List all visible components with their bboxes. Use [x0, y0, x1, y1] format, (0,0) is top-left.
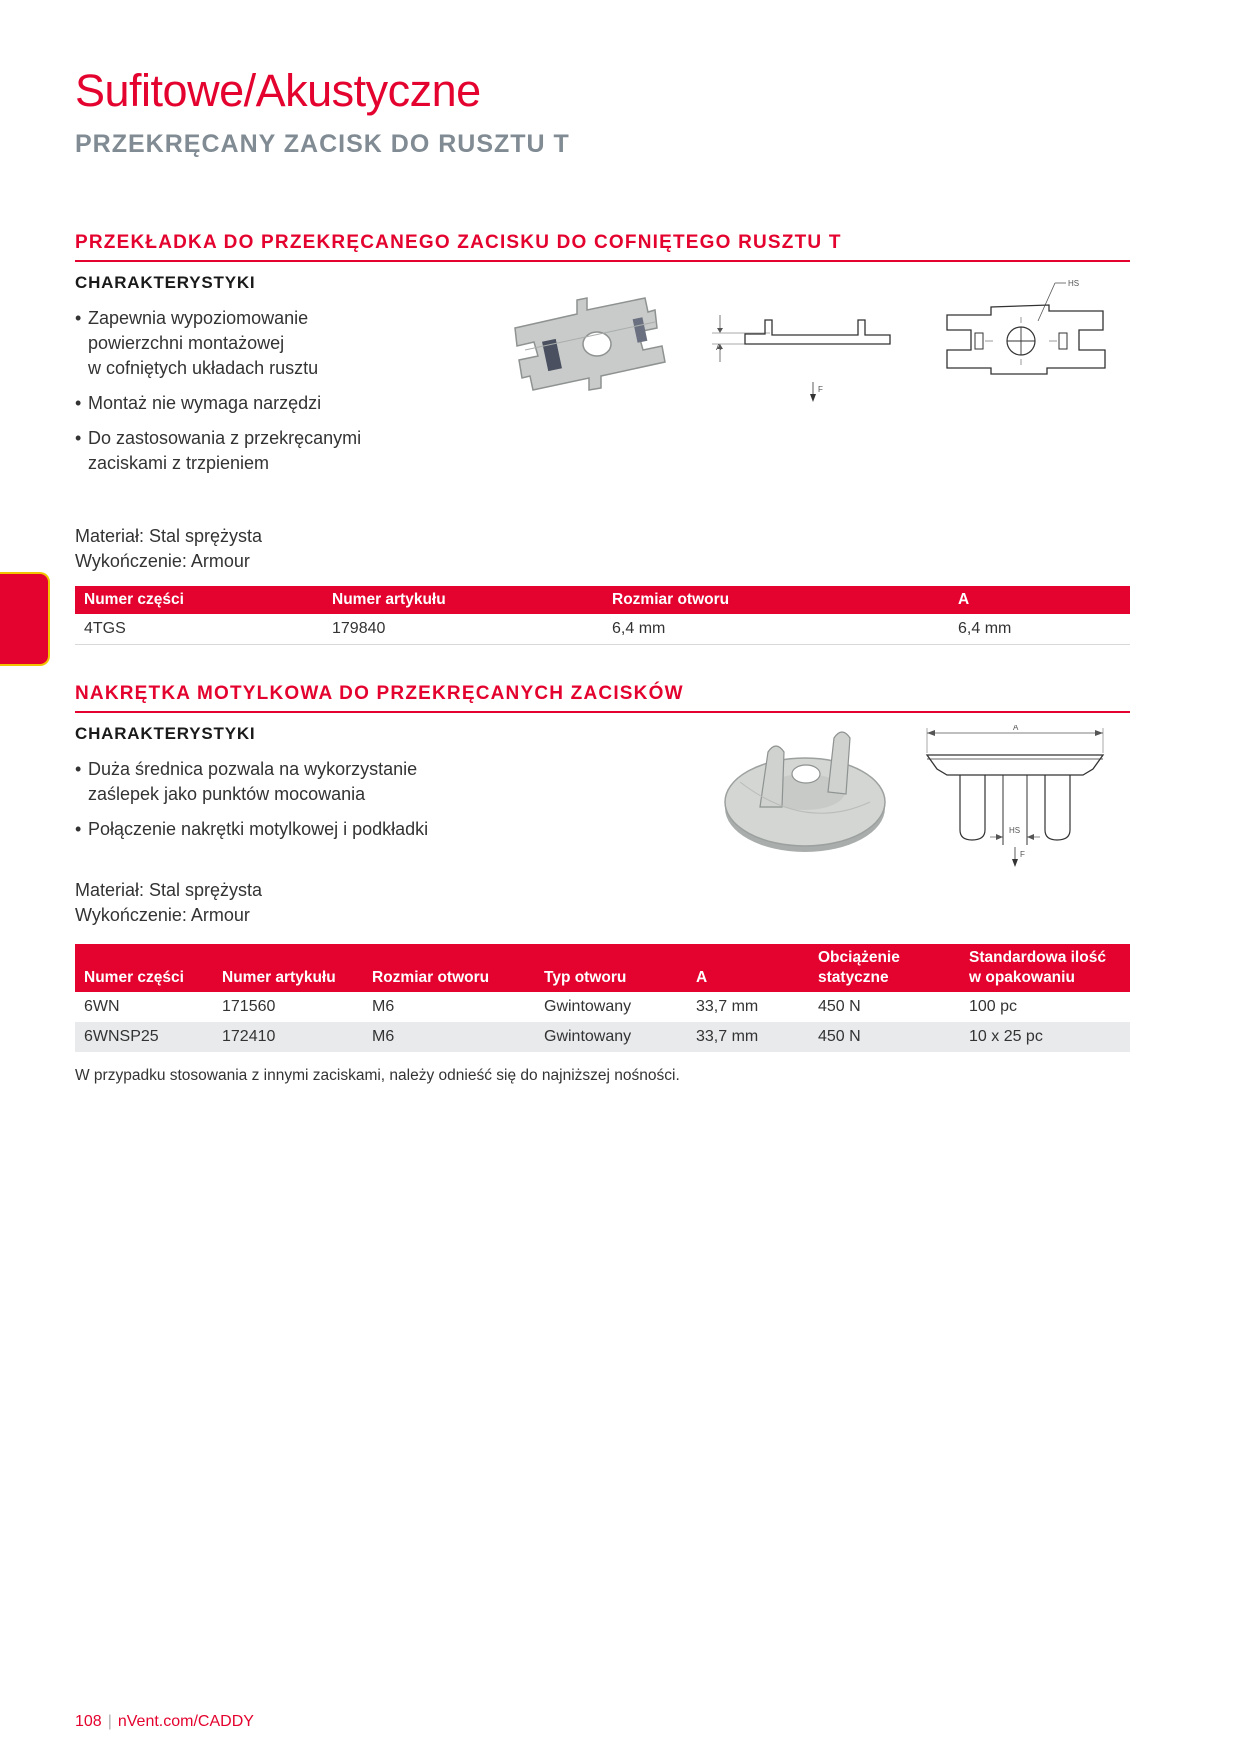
table-cell: 450 N [818, 998, 861, 1015]
column-header: Standardowa ilość w opakowaniu [960, 944, 1130, 992]
table-header-row [75, 944, 1130, 992]
material-text: Materiał: Stal sprężysta [75, 880, 263, 900]
table-row [75, 614, 1130, 645]
wing-nut-product-photo [720, 722, 890, 862]
dimension-a-label: A [1013, 725, 1019, 732]
feature-item [75, 757, 428, 807]
feature-line: zaślepek jako punktów mocowania [88, 784, 366, 804]
column-header: A [687, 944, 809, 992]
column-header: Obciążenie statyczne [809, 944, 960, 992]
hole-size-hs-label: HS [1009, 826, 1021, 835]
table-cell: 179840 [323, 614, 603, 645]
table-cell: 6,4 mm [949, 614, 1130, 645]
table-cell: 172410 [213, 1022, 363, 1052]
feature-line: • Duża średnica pozwala na wykorzystanie [88, 759, 418, 779]
table-cell: 6WNSP25 [75, 1022, 213, 1052]
feature-line: • Połączenie nakrętki motylkowej i podkładki [88, 819, 429, 839]
footer-separator: | [107, 1713, 112, 1730]
force-f-label: F [818, 385, 823, 394]
table-cell: 33,7 mm [687, 1022, 809, 1052]
table-cell: M6 [372, 998, 395, 1015]
spacer-side-view-drawing [710, 310, 900, 410]
table-row [75, 992, 1130, 1022]
section-heading-wing-nut: NAKRĘTKA MOTYLKOWA DO PRZEKRĘCANYCH ZACISKÓW [75, 683, 1130, 713]
table-cell: 6,4 mm [603, 614, 949, 645]
page-title: Sufitowe/Akustyczne [75, 65, 481, 116]
column-header: Numer artykułu [323, 586, 603, 614]
table-cell: Gwintowany [535, 1022, 687, 1052]
table-header-row [75, 586, 1130, 614]
feature-item [75, 306, 361, 381]
feature-line: • Zapewnia wypoziomowanie [88, 308, 309, 328]
website-link[interactable]: nVent.com/CADDY [117, 1713, 254, 1730]
column-header: Rozmiar otworu [603, 586, 949, 614]
wing-nut-spec-table [75, 944, 1130, 1052]
feature-line: • Montaż nie wymaga narzędzi [88, 393, 322, 413]
wing-nut-side-drawing [915, 725, 1115, 875]
feature-line: powierzchni montażowej [88, 333, 285, 353]
chapter-tab-marker [0, 572, 50, 666]
spacer-top-view-drawing [935, 275, 1135, 405]
feature-line: • Do zastosowania z przekręcanymi [88, 428, 362, 448]
spacer-product-photo [505, 290, 685, 415]
table-cell: M6 [363, 1022, 535, 1052]
finish-text: Wykończenie: Armour [75, 905, 250, 925]
force-f-label: F [1020, 850, 1025, 859]
column-header: Numer artykułu [213, 944, 363, 992]
feature-item [75, 817, 428, 842]
table-cell: 4TGS [75, 614, 323, 645]
column-header: A [949, 586, 1130, 614]
table-cell: 10 x 25 pc [960, 1022, 1130, 1052]
table-cell: 171560 [222, 998, 276, 1015]
page-subtitle: PRZEKRĘCANY ZACISK DO RUSZTU T [75, 130, 570, 158]
column-header: Rozmiar otworu [363, 944, 535, 992]
table-cell: 33,7 mm [696, 998, 759, 1015]
characteristics-title: CHARAKTERYSTYKI [75, 724, 256, 743]
column-header: Numer części [75, 586, 323, 614]
page-footer [75, 1713, 254, 1731]
table-cell: 100 pc [969, 998, 1018, 1015]
page-number: 108 [75, 1713, 102, 1730]
dimension-a-label: A [716, 343, 722, 352]
hole-size-hs-label: HS [1068, 279, 1080, 288]
table-cell: Gwintowany [544, 998, 632, 1015]
column-header: Typ otworu [535, 944, 687, 992]
characteristics-title: CHARAKTERYSTYKI [75, 273, 256, 292]
feature-item [75, 426, 361, 476]
table-row [75, 1022, 1130, 1052]
material-text: Materiał: Stal sprężysta [75, 526, 263, 546]
feature-line: zaciskami z trzpieniem [88, 453, 270, 473]
feature-item [75, 391, 361, 416]
finish-text: Wykończenie: Armour [75, 551, 250, 571]
load-note: W przypadku stosowania z innymi zaciskami, należy odnieść się do najniższej nośności. [75, 1067, 680, 1084]
section-heading-spacer: PRZEKŁADKA DO PRZEKRĘCANEGO ZACISKU DO COFNIĘTEGO RUSZTU T [75, 232, 1130, 262]
column-header: Numer części [75, 944, 213, 992]
feature-line: w cofniętych układach rusztu [88, 358, 319, 378]
table-cell: 450 N [809, 1022, 960, 1052]
table-cell: 6WN [84, 998, 120, 1015]
spacer-spec-table [75, 586, 1130, 645]
feature-list [75, 757, 428, 852]
feature-list [75, 306, 361, 486]
